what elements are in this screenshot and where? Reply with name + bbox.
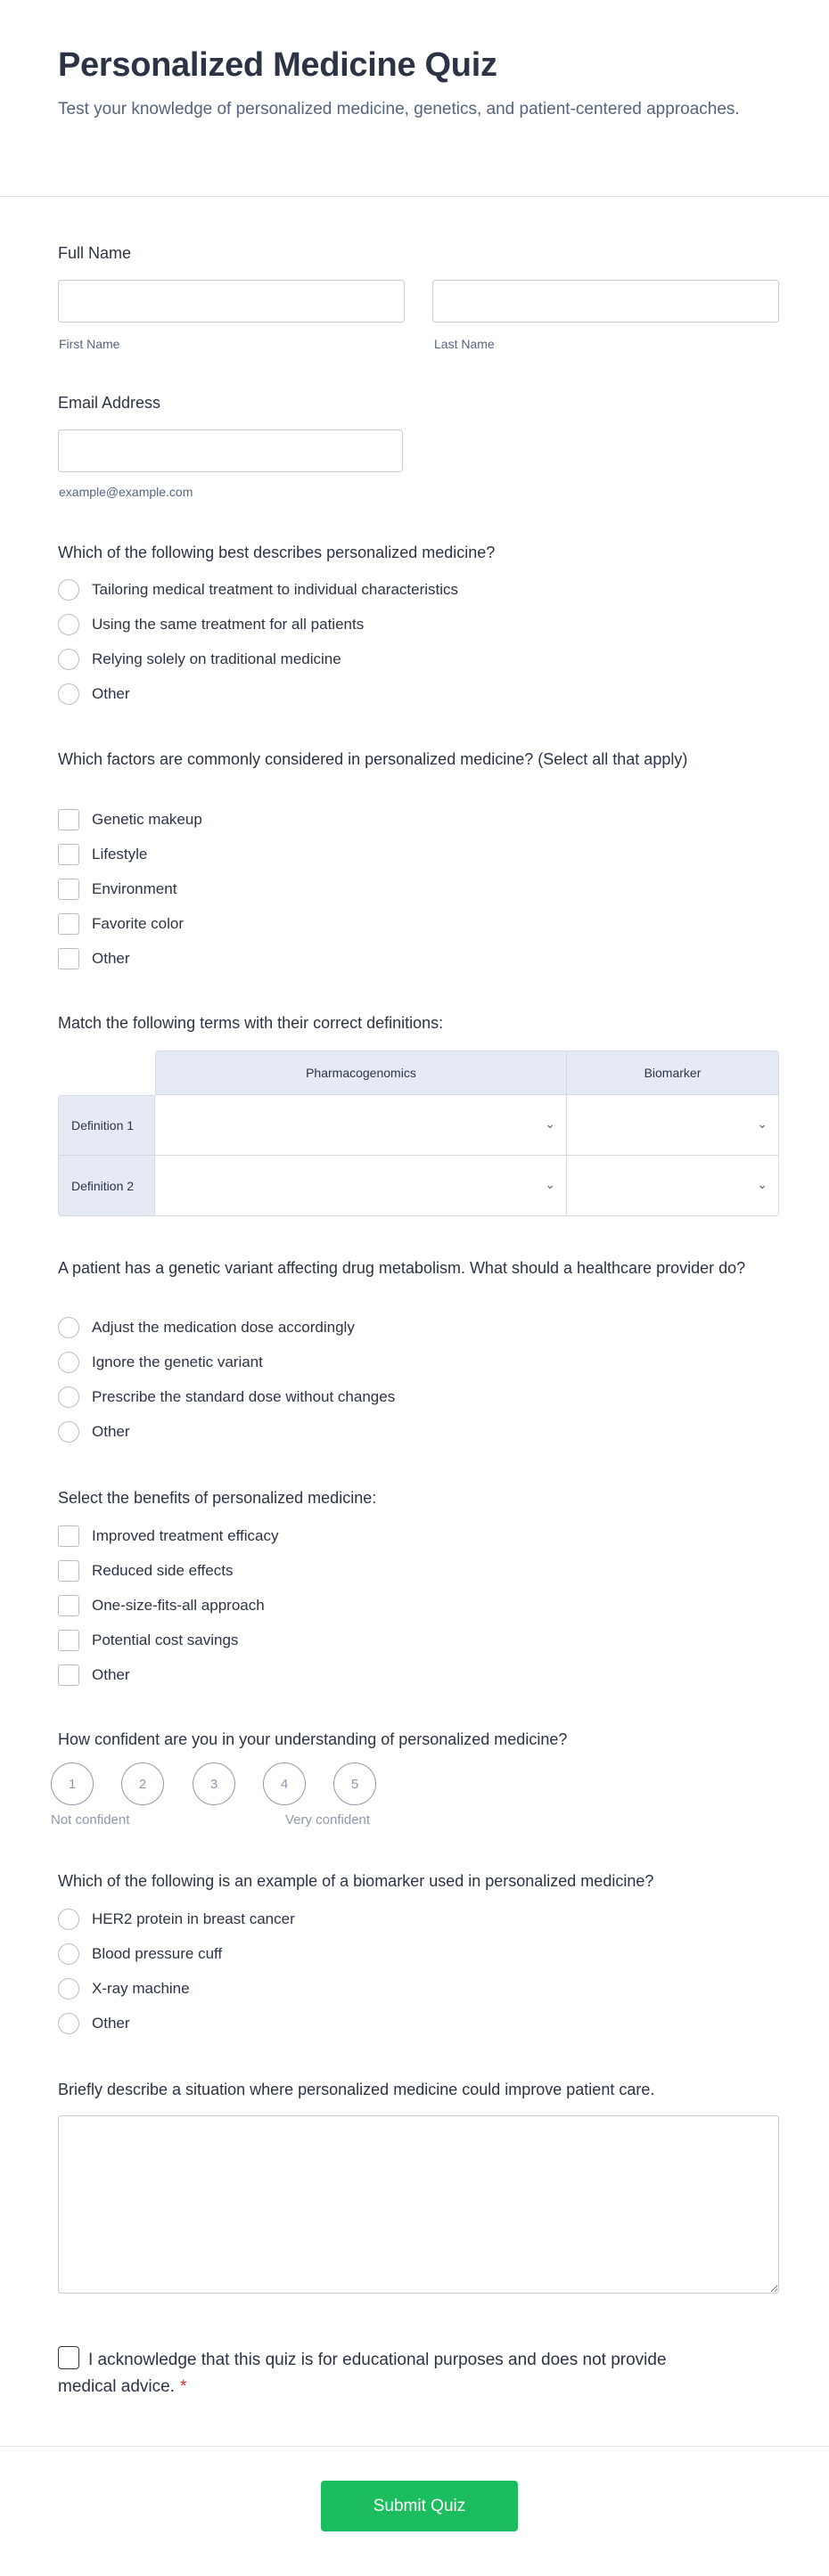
option-label: Other xyxy=(92,684,130,702)
q7-option[interactable] xyxy=(58,1901,295,1936)
matching-table xyxy=(58,1051,779,1216)
scale-option-3[interactable]: 3 xyxy=(193,1762,235,1805)
radio-button[interactable] xyxy=(58,1909,79,1930)
submit-button[interactable]: Submit Quiz xyxy=(321,2481,518,2531)
scale-option-1[interactable]: 1 xyxy=(51,1762,94,1805)
option-label: Tailoring medical treatment to individual characteristics xyxy=(92,580,459,598)
radio-button[interactable] xyxy=(58,1943,79,1965)
radio-button[interactable] xyxy=(58,579,79,601)
q1-label: Which of the following best describes personalized medicine? xyxy=(58,544,496,561)
checkbox[interactable] xyxy=(58,1630,79,1651)
option-label: Other xyxy=(92,949,130,967)
checkbox[interactable] xyxy=(58,948,79,969)
q5-label: Select the benefits of personalized medicine: xyxy=(58,1489,377,1507)
q2-option[interactable] xyxy=(58,906,202,941)
radio-button[interactable] xyxy=(58,2013,79,2034)
q2-option[interactable] xyxy=(58,871,202,906)
q4-option[interactable] xyxy=(58,1310,395,1345)
chevron-down-icon: ⌄ xyxy=(545,1116,555,1131)
option-label: Potential cost savings xyxy=(92,1631,239,1648)
radio-button[interactable] xyxy=(58,1317,79,1338)
checkbox[interactable] xyxy=(58,809,79,830)
q2-option[interactable] xyxy=(58,837,202,871)
option-label: Other xyxy=(92,1665,130,1683)
radio-button[interactable] xyxy=(58,649,79,670)
checkbox[interactable] xyxy=(58,879,79,900)
q4-options xyxy=(58,1310,395,1449)
q4-option[interactable] xyxy=(58,1345,395,1379)
checkbox[interactable] xyxy=(58,1595,79,1616)
radio-button[interactable] xyxy=(58,683,79,705)
checkbox[interactable] xyxy=(58,844,79,865)
q2-label: Which factors are commonly considered in personalized medicine? (Select all that apply) xyxy=(58,750,688,768)
email-sublabel: example@example.com xyxy=(59,485,193,499)
option-label: One-size-fits-all approach xyxy=(92,1596,265,1614)
option-label: Relying solely on traditional medicine xyxy=(92,650,341,667)
column-header: Biomarker xyxy=(567,1051,779,1095)
q6-label: How confident are you in your understanding of personalized medicine? xyxy=(58,1730,568,1748)
checkbox[interactable] xyxy=(58,1560,79,1582)
acknowledge-field xyxy=(58,2346,700,2400)
option-label: HER2 protein in breast cancer xyxy=(92,1910,295,1927)
match-select-1-2[interactable] xyxy=(567,1095,779,1156)
q1-option[interactable] xyxy=(58,572,458,607)
description-textarea[interactable] xyxy=(58,2115,779,2294)
q1-option[interactable] xyxy=(58,676,458,711)
option-label: Improved treatment efficacy xyxy=(92,1526,279,1544)
last-name-sublabel: Last Name xyxy=(434,337,495,351)
option-label: Favorite color xyxy=(92,914,184,932)
scale-option-5[interactable]: 5 xyxy=(333,1762,376,1805)
q5-option[interactable] xyxy=(58,1657,278,1692)
full-name-label: Full Name xyxy=(58,244,132,262)
row-header: Definition 1 xyxy=(58,1095,155,1156)
option-label: Reduced side effects xyxy=(92,1561,234,1579)
radio-button[interactable] xyxy=(58,614,79,635)
match-select-1-1[interactable] xyxy=(155,1095,567,1156)
option-label: Genetic makeup xyxy=(92,810,202,828)
q2-option[interactable] xyxy=(58,941,202,976)
option-label: Other xyxy=(92,1422,130,1440)
q1-option[interactable] xyxy=(58,642,458,676)
scale-option-2[interactable]: 2 xyxy=(121,1762,164,1805)
option-label: Adjust the medication dose accordingly xyxy=(92,1318,355,1336)
acknowledge-label: I acknowledge that this quiz is for educational purposes and does not provide medical advice. xyxy=(58,2351,667,2396)
option-label: Lifestyle xyxy=(92,845,148,863)
radio-button[interactable] xyxy=(58,1386,79,1408)
match-select-2-2[interactable] xyxy=(567,1156,779,1216)
radio-button[interactable] xyxy=(58,1421,79,1443)
q2-options xyxy=(58,802,202,976)
q7-option[interactable] xyxy=(58,2006,295,2040)
q4-label: A patient has a genetic variant affecting drug metabolism. What should a healthcare provider do? xyxy=(58,1259,746,1277)
table-corner xyxy=(58,1051,155,1095)
option-label: X-ray machine xyxy=(92,1979,190,1997)
header-divider xyxy=(0,196,829,197)
option-label: Ignore the genetic variant xyxy=(92,1353,263,1370)
scale-option-4[interactable]: 4 xyxy=(263,1762,306,1805)
option-label: Prescribe the standard dose without changes xyxy=(92,1387,396,1405)
checkbox[interactable] xyxy=(58,913,79,935)
email-input[interactable] xyxy=(58,429,403,472)
q8-label: Briefly describe a situation where personalized medicine could improve patient care. xyxy=(58,2081,655,2098)
checkbox[interactable] xyxy=(58,1525,79,1547)
option-label: Using the same treatment for all patients xyxy=(92,615,365,633)
q7-option[interactable] xyxy=(58,1971,295,2006)
first-name-input[interactable] xyxy=(58,280,405,323)
page-subtitle: Test your knowledge of personalized medicine, genetics, and patient-centered approaches. xyxy=(58,100,740,119)
option-label: Blood pressure cuff xyxy=(92,1944,223,1962)
first-name-sublabel: First Name xyxy=(59,337,120,351)
q2-option[interactable] xyxy=(58,802,202,837)
q7-label: Which of the following is an example of a biomarker used in personalized medicine? xyxy=(58,1872,654,1890)
last-name-input[interactable] xyxy=(432,280,779,323)
scale-max-label: Very confident xyxy=(285,1812,371,1828)
q4-option[interactable] xyxy=(58,1379,395,1414)
match-select-2-1[interactable] xyxy=(155,1156,567,1216)
q5-option[interactable] xyxy=(58,1588,278,1623)
acknowledge-checkbox[interactable] xyxy=(58,2346,79,2369)
q5-options xyxy=(58,1518,278,1692)
q7-options xyxy=(58,1901,295,2040)
required-asterisk: * xyxy=(179,2377,187,2396)
row-header: Definition 2 xyxy=(58,1156,155,1216)
q4-option[interactable] xyxy=(58,1414,395,1449)
radio-button[interactable] xyxy=(58,1978,79,1999)
email-label: Email Address xyxy=(58,394,161,412)
page-title: Personalized Medicine Quiz xyxy=(58,46,497,84)
q5-option[interactable] xyxy=(58,1518,278,1553)
option-label: Other xyxy=(92,2014,130,2032)
q7-option[interactable] xyxy=(58,1936,295,1971)
q1-option[interactable] xyxy=(58,607,458,642)
chevron-down-icon: ⌄ xyxy=(545,1177,555,1191)
scale-min-label: Not confident xyxy=(51,1812,130,1828)
chevron-down-icon: ⌄ xyxy=(757,1177,767,1191)
option-label: Environment xyxy=(92,879,177,897)
radio-button[interactable] xyxy=(58,1352,79,1373)
q3-label: Match the following terms with their correct definitions: xyxy=(58,1014,444,1032)
chevron-down-icon: ⌄ xyxy=(757,1116,767,1131)
q5-option[interactable] xyxy=(58,1623,278,1657)
column-header: Pharmacogenomics xyxy=(155,1051,567,1095)
checkbox[interactable] xyxy=(58,1664,79,1686)
q5-option[interactable] xyxy=(58,1553,278,1588)
q1-options xyxy=(58,572,458,711)
footer-divider xyxy=(0,2446,829,2447)
